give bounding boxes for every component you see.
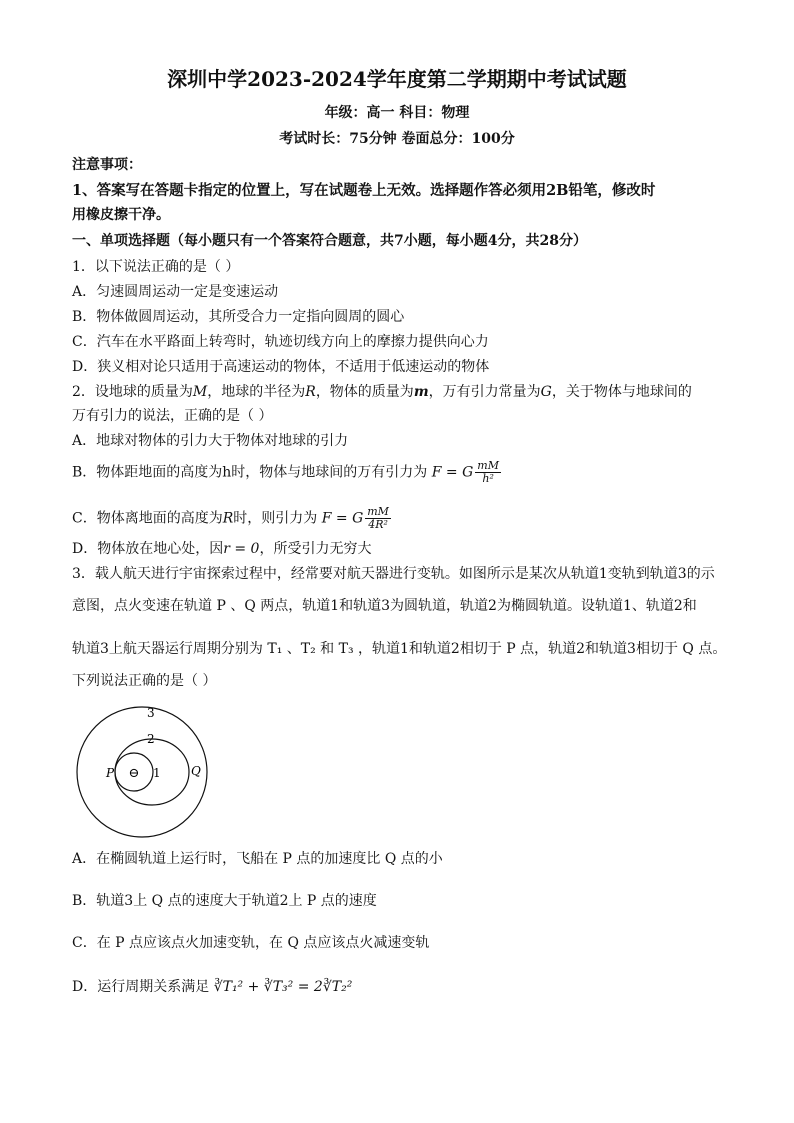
q3-stem-line4: 下列说法正确的是（ ） (72, 673, 217, 689)
q2-stem-line1: 2．设地球的质量为M，地球的半径为R，物体的质量为m，万有引力常量为G，关于物体与地球间的 (72, 384, 692, 400)
q3-option-c: C．在 P 点应该点火加速变轨，在 Q 点应该点火减速变轨 (72, 935, 430, 951)
notice-heading: 注意事项： (72, 157, 142, 173)
q1-option-d: D．狭义相对论只适用于高速运动的物体，不适用于低速运动的物体 (72, 359, 490, 375)
q2-option-b: B．物体距地面的高度为h时，物体与地球间的万有引力为 F = G $\frac{mM}{\text{h²}}$ (72, 459, 499, 485)
page-title: 深圳中学2023-2024学年度第二学期期中考试试题 (167, 67, 627, 91)
q3-option-d: D．运行周期关系满足 ∛T₁² + ∛T₃² = 2∛T₂² (72, 979, 353, 995)
fraction-b: $\frac{mM}{\text{h²}}$ (477, 459, 499, 485)
fraction-c: $\frac{mM}{\text{4R²}}$ (367, 505, 389, 531)
q1-option-a: A．匀速圆周运动一定是变速运动 (72, 284, 279, 300)
orbit-diagram (70, 700, 220, 845)
orbit-2 (115, 739, 189, 805)
orbit-3 (77, 707, 207, 837)
notice-item-1b: 用橡皮擦干净。 (72, 207, 170, 223)
q3-stem-line2: 意图，点火变速在轨道 P 、Q 两点，轨道1和轨道3为圆轨道，轨道2为椭圆轨道。设轨道1、轨道2和 (72, 598, 697, 614)
var-m: m (413, 384, 429, 400)
var-M: M (192, 384, 208, 400)
r-zero: r = 0 (223, 541, 260, 557)
notice-item-1a: 1、答案写在答题卡指定的位置上，写在试题卷上无效。选择题作答必须用2B铅笔，修改时 (72, 182, 656, 199)
label-point-q: Q (191, 764, 201, 778)
var-G: G (540, 384, 552, 400)
grade-subject-line: 年级：高一 科目：物理 (324, 105, 470, 121)
label-point-p: P (106, 766, 115, 780)
q1-option-b: B．物体做圆周运动，其所受合力一定指向圆周的圆心 (72, 309, 405, 325)
q1-option-c: C．汽车在水平路面上转弯时，轨迹切线方向上的摩擦力提供向心力 (72, 334, 489, 350)
q2-option-c: C．物体离地面的高度为R时，则引力为 F = G $\frac{mM}{\text{4R²}}$ (72, 505, 389, 531)
q3-option-a: A．在椭圆轨道上运行时，飞船在 P 点的加速度比 Q 点的小 (72, 851, 443, 867)
section-1-heading: 一、单项选择题（每小题只有一个答案符合题意，共7小题，每小题4分，共28分） (72, 233, 587, 249)
label-orbit-2: 2 (147, 732, 155, 746)
q2-option-d: D．物体放在地心处，因r = 0，所受引力无穷大 (72, 541, 372, 557)
label-orbit-3: 3 (147, 706, 155, 720)
period-formula: ∛T₁² + ∛T₃² = 2∛T₂² (213, 979, 353, 995)
q3-stem-line3: 轨道3上航天器运行周期分别为 T₁ 、T₂ 和 T₃ ，轨道1和轨道2相切于 P 点，轨道2和轨道3相切于 Q 点。 (72, 641, 727, 657)
earth-icon: ⊖ (128, 766, 140, 781)
exam-time-line: 考试时长：75分钟 卷面总分：100分 (279, 131, 515, 147)
q3-stem-line1: 3．载人航天进行宇宙探索过程中，经常要对航天器进行变轨。如图所示是某次从轨道1变轨到轨道3的示 (72, 566, 715, 582)
q1-stem: 1．以下说法正确的是（ ） (72, 259, 240, 275)
label-orbit-1: 1 (153, 766, 161, 780)
var-R: R (305, 384, 316, 400)
q2-stem-line2: 万有引力的说法，正确的是（ ） (72, 408, 273, 424)
q2-option-a: A．地球对物体的引力大于物体对地球的引力 (72, 433, 349, 449)
formula-lhs: F = G (431, 464, 474, 481)
q3-option-b: B．轨道3上 Q 点的速度大于轨道2上 P 点的速度 (72, 893, 377, 909)
